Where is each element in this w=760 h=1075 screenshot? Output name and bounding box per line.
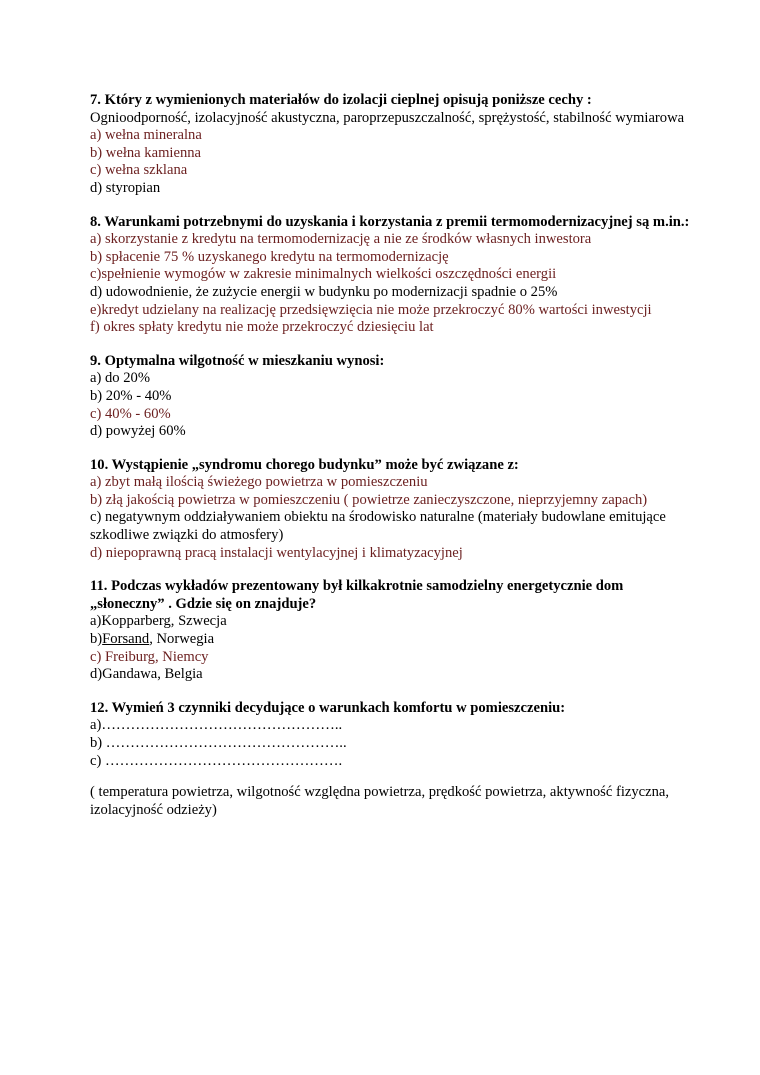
- answer-option: f) okres spłaty kredytu nie może przekroczyć dziesięciu lat: [90, 319, 434, 336]
- answer-option: d)Gandawa, Belgia: [90, 666, 203, 683]
- answer-option: c) Freiburg, Niemcy: [90, 648, 209, 665]
- document-page: [90, 92, 690, 835]
- answer-blank: a)…………………………………………..: [90, 717, 343, 734]
- answer-option: b) złą jakością powietrza w pomieszczeniu ( powietrze zanieczyszczone, nieprzyjemny zapach): [90, 491, 648, 508]
- question-title: 11. Podczas wykładów prezentowany był kilkakrotnie samodzielny energetycznie dom „słoneczny” . Gdzie się on znajduje?: [90, 578, 624, 612]
- question-title: 7. Który z wymienionych materiałów do izolacji cieplnej opisują poniższe cechy :: [90, 92, 592, 108]
- answer-option: d) niepoprawną pracą instalacji wentylacyjnej i klimatyzacyjnej: [90, 544, 463, 561]
- answer-option: [90, 631, 690, 649]
- answer-option: b) wełna kamienna: [90, 144, 202, 161]
- answer-option: d) udowodnienie, że zużycie energii w budynku po modernizacji spadnie o 25%: [90, 283, 558, 300]
- answer-option: e)kredyt udzielany na realizację przedsięwzięcia nie może przekroczyć 80% wartości inwestycji: [90, 301, 652, 318]
- question-title: 9. Optymalna wilgotność w mieszkaniu wynosi:: [90, 352, 385, 369]
- answer-option: a) zbyt małą ilością świeżego powietrza w pomieszczeniu: [90, 474, 428, 491]
- answer-suffix: , Norwegia: [149, 631, 215, 648]
- answer-option: b) 20% - 40%: [90, 387, 172, 404]
- question-title: 8. Warunkami potrzebnymi do uzyskania i korzystania z premii termomodernizacyjnej są m.in.:: [90, 213, 690, 230]
- answer-option: c) wełna szklana: [90, 162, 188, 179]
- answer-option: a) do 20%: [90, 370, 150, 387]
- question-9: [90, 353, 690, 441]
- question-11: [90, 578, 690, 684]
- answer-place-underlined: Forsand: [102, 631, 150, 648]
- answer-option: d) powyżej 60%: [90, 423, 186, 440]
- answer-option: c) 40% - 60%: [90, 405, 171, 422]
- answer-option: a) skorzystanie z kredytu na termomodernizację a nie ze środków własnych inwestora: [90, 231, 592, 248]
- answer-option: d) styropian: [90, 179, 161, 196]
- question-title: 12. Wymień 3 czynniki decydujące o warunkach komfortu w pomieszczeniu:: [90, 699, 566, 716]
- question-7: [90, 92, 690, 198]
- answer-blank: c) ………………………………………….: [90, 752, 343, 769]
- answer-blanks: [90, 717, 690, 770]
- answer-option: c) negatywnym oddziaływaniem obiektu na środowisko naturalne (materiały budowlane emitujące szkodliwe związki do atmosfery): [90, 509, 666, 544]
- question-8: [90, 214, 690, 337]
- answer-option: a)Kopparberg, Szwecja: [90, 613, 227, 630]
- answer-prefix: b): [90, 631, 103, 648]
- question-12: [90, 700, 690, 820]
- answer-option: a) wełna mineralna: [90, 127, 202, 144]
- question-title: 10. Wystąpienie „syndromu chorego budynku” może być związane z:: [90, 456, 519, 473]
- answer-option: b) spłacenie 75 % uzyskanego kredytu na termomodernizację: [90, 248, 449, 265]
- answer-note: ( temperatura powietrza, wilgotność względna powietrza, prędkość powietrza, aktywność fizyczna, izolacyjność odzieży): [90, 784, 670, 818]
- answer-option: c)spełnienie wymogów w zakresie minimalnych wielkości oszczędności energii: [90, 266, 557, 283]
- question-description: Ognioodporność, izolacyjność akustyczna, paroprzepuszczalność, sprężystość, stabilność wymiarowa: [90, 109, 685, 126]
- question-10: [90, 457, 690, 563]
- answer-blank: b) …………………………………………..: [90, 735, 347, 751]
